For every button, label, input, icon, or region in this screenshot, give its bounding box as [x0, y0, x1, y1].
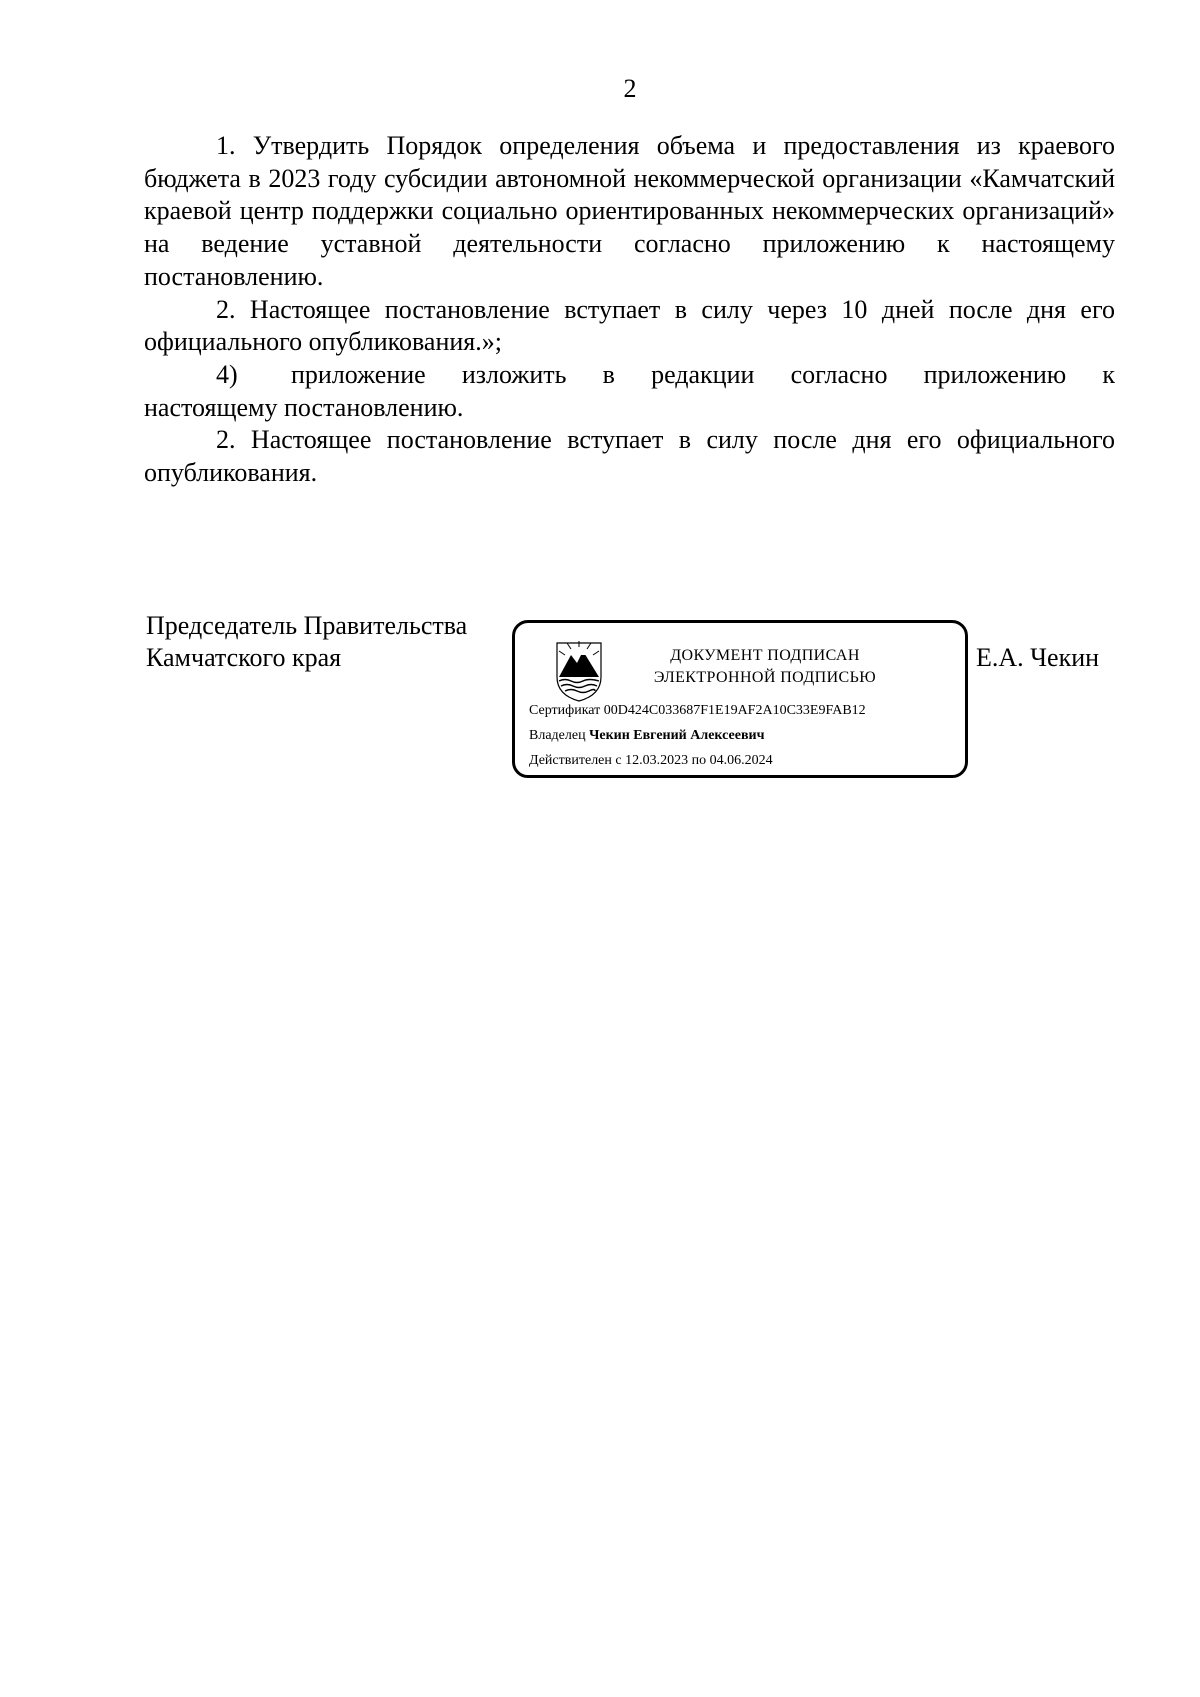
list-item-4 [144, 359, 1115, 392]
list-item-number: 4) [216, 359, 238, 389]
document-body [144, 130, 1115, 490]
signatory-name: Е.А. Чекин [976, 643, 1100, 672]
stamp-header-line-1: ДОКУМЕНТ ПОДПИСАН [670, 647, 860, 664]
certificate-label: Сертификат [529, 703, 601, 718]
stamp-owner [529, 728, 764, 744]
certificate-value: 00D424C033687F1E19AF2A10C33E9FAB12 [603, 703, 866, 718]
kamchatka-coat-of-arms-icon [553, 637, 605, 703]
valid-to-date: 04.06.2024 [709, 753, 773, 768]
signatory-position [146, 610, 467, 674]
valid-to-label: по [691, 753, 707, 768]
stamp-certificate [529, 703, 866, 719]
electronic-signature-stamp [512, 620, 968, 778]
valid-from-label: Действителен с [529, 753, 622, 768]
paragraph-3: 2. Настоящее постановление вступает в силу после дня его официального опубликования. [144, 425, 1115, 488]
paragraph-2: 2. Настоящее постановление вступает в силу через 10 дней после дня его официального опубликования.»; [144, 294, 1115, 357]
valid-from-date: 12.03.2023 [625, 753, 689, 768]
paragraph-1: 1. Утвердить Порядок определения объема и предоставления из краевого бюджета в 2023 году субсидии автономной некоммерческой организации «Камчатский краевой центр поддержки социально ориентированных некоммерческих организаций» на ведение уставной деятельности согласно приложению к настоящему постановлению. [144, 131, 1115, 291]
list-item-text: приложение изложить в редакции согласно приложению к [291, 359, 1115, 389]
signatory-position-line-2: Камчатского края [146, 643, 342, 672]
stamp-validity [529, 753, 773, 769]
stamp-header-line-2: ЭЛЕКТРОННОЙ ПОДПИСЬЮ [653, 669, 877, 686]
owner-label: Владелец [529, 728, 586, 743]
page-number: 2 [623, 74, 637, 103]
stamp-header [615, 645, 915, 689]
list-item-continuation: настоящему постановлению. [144, 392, 464, 422]
signatory-position-line-1: Председатель Правительства [146, 611, 468, 640]
owner-value: Чекин Евгений Алексеевич [589, 728, 765, 743]
